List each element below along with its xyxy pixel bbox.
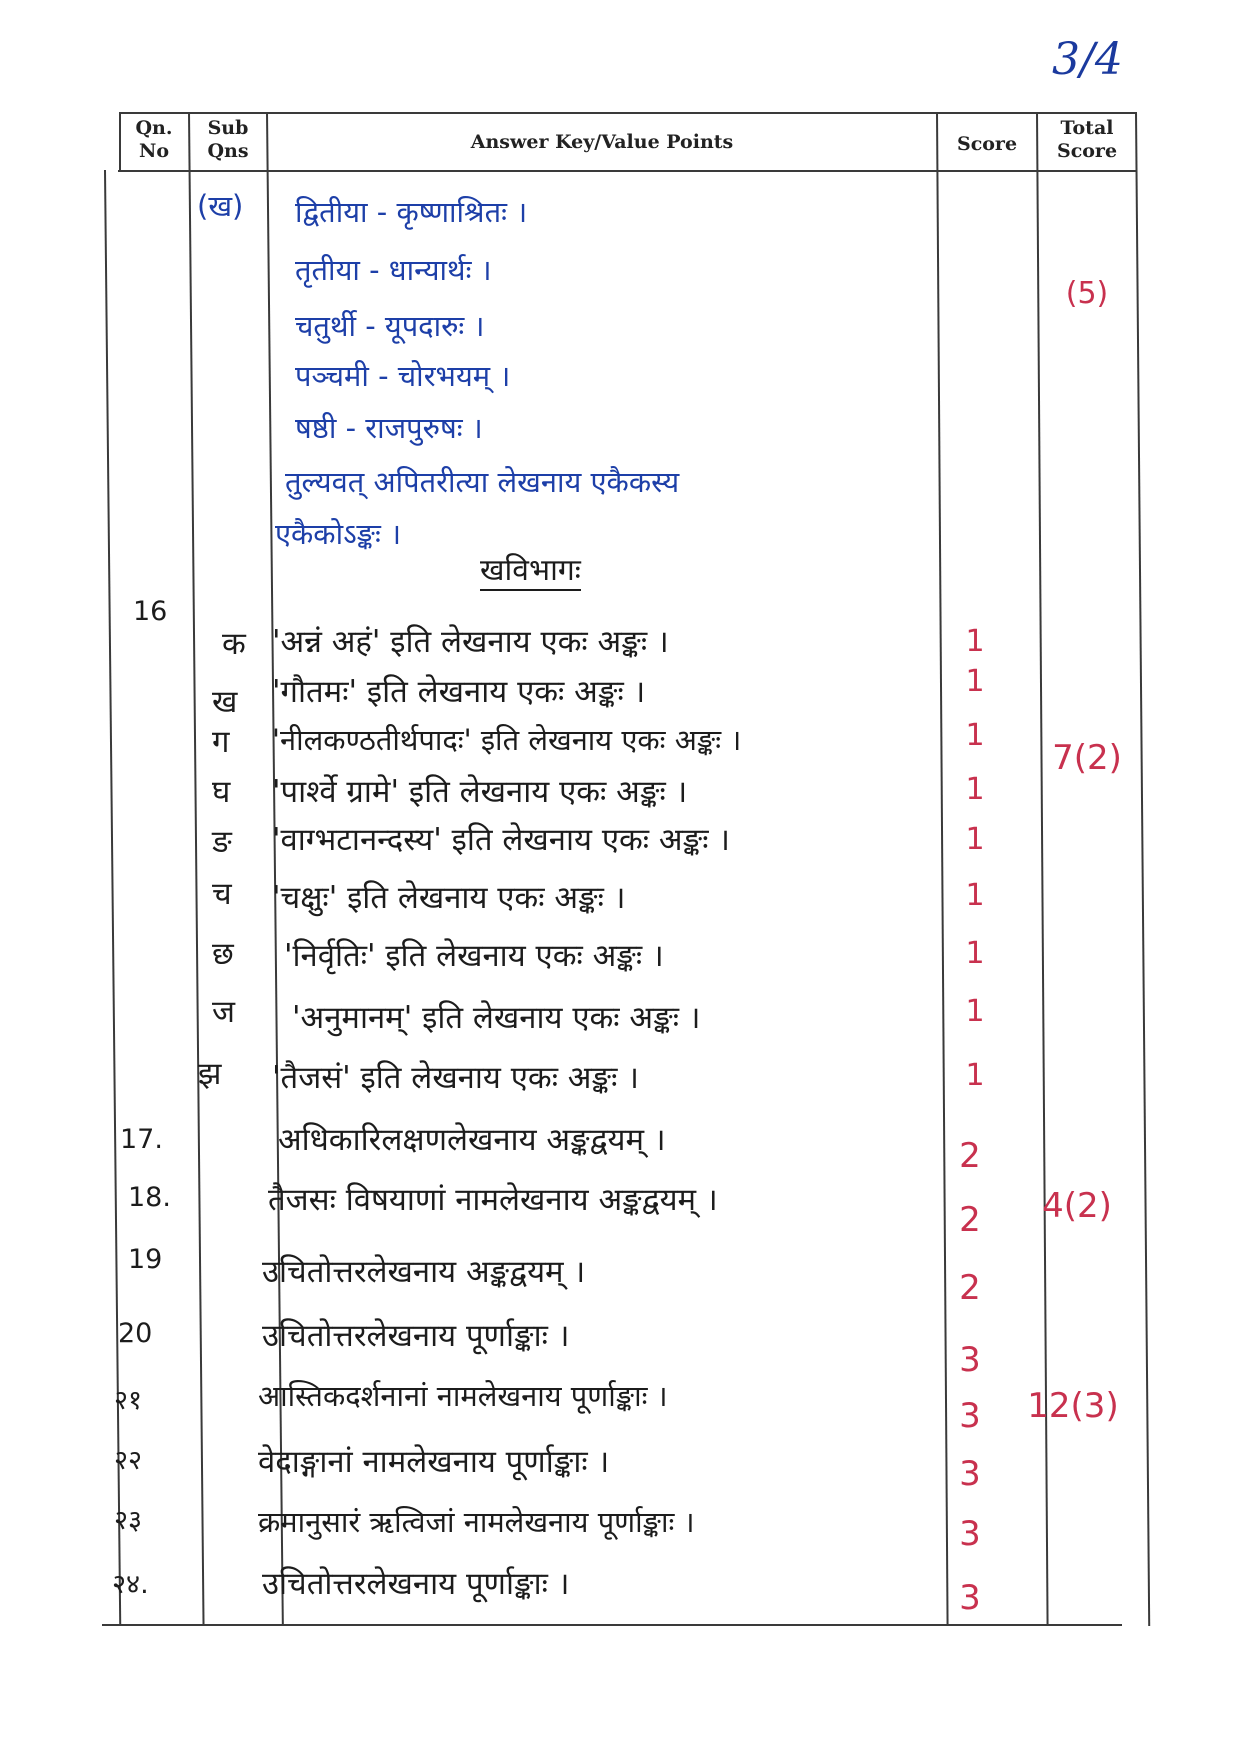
q16-sub-label: घ — [212, 774, 231, 810]
q16-sub-label: झ — [198, 1056, 222, 1092]
answer-line: उचितोत्तरलेखनाय पूर्णाङ्काः । — [262, 1318, 570, 1354]
table-top-border — [120, 112, 1136, 114]
table-left-border — [119, 112, 121, 172]
question-number: 20 — [118, 1318, 153, 1349]
q16-answer-line: 'वाग्भटानन्दस्य' इति लेखनाय एकः अङ्कः । — [272, 822, 731, 858]
q16-score: 1 — [965, 878, 985, 913]
score: 2 — [959, 1268, 981, 1308]
q16-sub-label: ज — [212, 994, 236, 1030]
q16-score: 1 — [965, 772, 985, 807]
question-number: 18. — [128, 1182, 171, 1213]
q16-sub-label: ङ — [212, 824, 232, 860]
header-bottom-border — [118, 170, 1136, 172]
section-heading: खविभागः — [480, 548, 581, 591]
answer-line: अधिकारिलक्षणलेखनाय अङ्कद्वयम् । — [278, 1122, 666, 1158]
score: 3 — [959, 1578, 981, 1618]
q16-score: 1 — [965, 718, 985, 753]
score: 3 — [959, 1454, 981, 1494]
question-number: 17. — [120, 1124, 163, 1155]
table-bottom-border — [102, 1624, 1122, 1626]
question-number: २२ — [114, 1445, 143, 1476]
question-number: २४. — [112, 1569, 149, 1600]
q16-score: 1 — [965, 664, 985, 699]
q16-answer-line: 'निर्वृतिः' इति लेखनाय एकः अङ्कः । — [284, 938, 664, 974]
q16-score: 1 — [965, 1058, 985, 1093]
answer-line: उचितोत्तरलेखनाय पूर्णाङ्काः । — [262, 1566, 570, 1602]
q16-answer-line: 'पार्श्वे ग्रामे' इति लेखनाय एकः अङ्कः । — [272, 774, 688, 810]
continuation-line: चतुर्थी - यूपदारुः । — [295, 309, 485, 343]
question-number: २१ — [114, 1385, 143, 1416]
q16-answer-line: 'अनुमानम्' इति लेखनाय एकः अङ्कः । — [292, 1000, 701, 1036]
q16-answer-line: 'चक्षुः' इति लेखनाय एकः अङ्कः । — [272, 880, 626, 916]
q16-sub-label: छ — [212, 936, 234, 972]
q16-sub-label: च — [212, 876, 232, 912]
question-number: २३ — [114, 1505, 143, 1536]
q16-score: 1 — [965, 822, 985, 857]
answer-line: तैजसः विषयाणां नामलेखनाय अङ्कद्वयम् । — [268, 1182, 718, 1218]
q16-sub-label: क — [222, 626, 246, 662]
header-score: Score — [956, 133, 1018, 155]
q16-answer-line: 'अन्नं अहं' इति लेखनाय एकः अङ्कः । — [272, 624, 669, 660]
continuation-line: द्वितीया - कृष्णाश्रितः । — [295, 195, 528, 229]
answer-line: वेदाङ्गानां नामलेखनाय पूर्णाङ्काः । — [258, 1444, 610, 1480]
score: 2 — [959, 1136, 981, 1176]
continuation-line: पञ्चमी - चोरभयम् । — [295, 359, 511, 393]
continuation-line: तृतीया - धान्यार्थः । — [295, 253, 492, 287]
header-total-score: Total Score — [1056, 117, 1118, 162]
score: 2 — [959, 1200, 981, 1240]
q16-answer-line: 'गौतमः' इति लेखनाय एकः अङ्कः । — [272, 674, 646, 710]
header-qn-no: Qn. No — [135, 117, 173, 162]
continuation-total-score: (5) — [1065, 276, 1109, 311]
group-17-19-total-score: 4(2) — [1042, 1186, 1112, 1226]
qn-column-divider — [188, 112, 205, 1626]
q16-sub-label: ग — [212, 724, 230, 760]
question-number-16: 16 — [133, 596, 168, 627]
answer-line: क्रमानुसारं ऋत्विजां नामलेखनाय पूर्णाङ्काः । — [258, 1505, 695, 1539]
continuation-sub-label: (ख) — [197, 189, 244, 223]
continuation-line: तुल्यवत् अपितरीत्या लेखनाय एकैकस्य — [285, 465, 680, 499]
score: 3 — [959, 1396, 981, 1436]
q16-score: 1 — [965, 994, 985, 1029]
answer-line: आस्तिकदर्शनानां नामलेखनाय पूर्णाङ्काः । — [258, 1379, 668, 1413]
group-20-24-total-score: 12(3) — [1027, 1386, 1119, 1426]
answer-line: उचितोत्तरलेखनाय अङ्कद्वयम् । — [262, 1254, 586, 1290]
page-number: 3/4 — [1052, 34, 1123, 85]
continuation-line: एकैकोऽङ्कः । — [275, 517, 402, 551]
q16-sub-label: ख — [212, 684, 238, 720]
score: 3 — [959, 1514, 981, 1554]
question-number: 19 — [128, 1244, 163, 1275]
q16-answer-line: 'तैजसं' इति लेखनाय एकः अङ्कः । — [272, 1060, 639, 1096]
continuation-line: षष्ठी - राजपुरुषः । — [295, 411, 483, 445]
header-sub-qns: Sub Qns — [207, 117, 249, 162]
q16-answer-line: 'नीलकण्ठतीर्थपादः' इति लेखनाय एकः अङ्कः । — [272, 723, 742, 757]
q16-score: 1 — [965, 624, 985, 659]
table-right-border — [1135, 112, 1150, 1626]
header-answer-key: Answer Key/Value Points — [470, 131, 734, 153]
q16-score: 1 — [965, 936, 985, 971]
score: 3 — [959, 1340, 981, 1380]
q16-total-score: 7(2) — [1052, 738, 1122, 778]
